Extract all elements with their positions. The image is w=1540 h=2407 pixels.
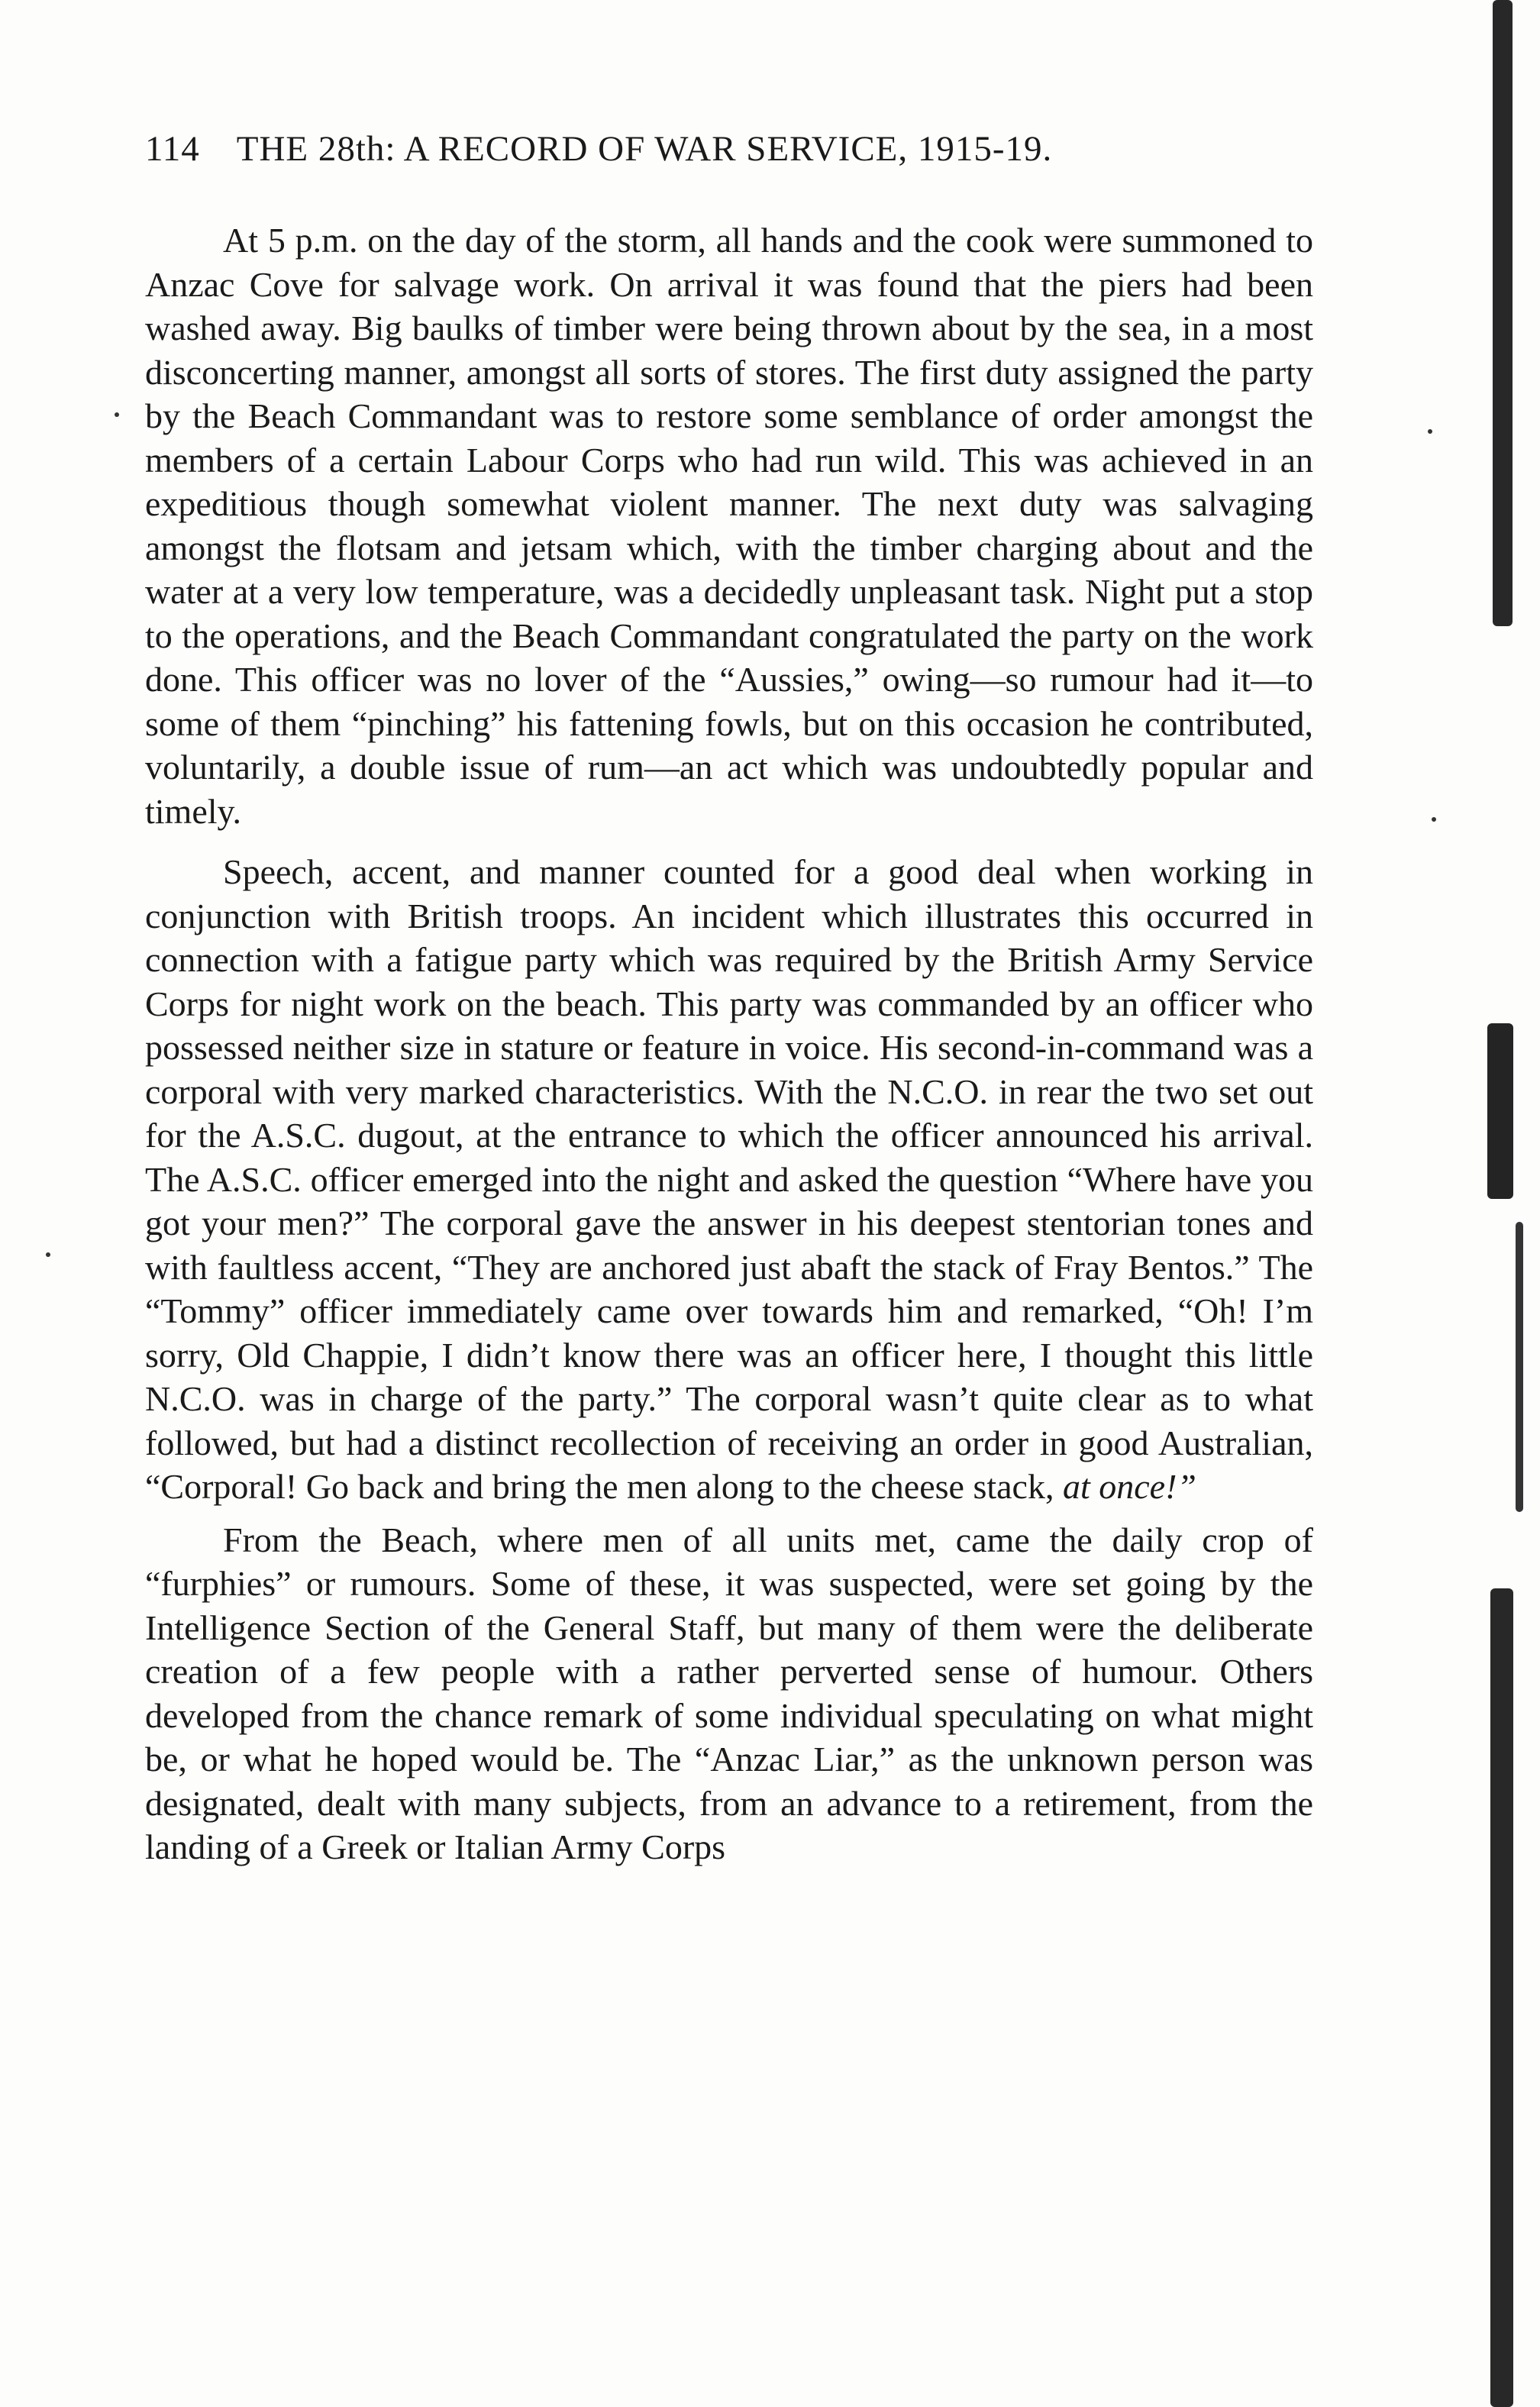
paragraph-storm-salvage: At 5 p.m. on the day of the storm, all hands and the cook were summoned to Anzac Cove for salvage work. On arrival it was found that the piers had been washed away. Big baulks of timber were being thrown about by the sea, in a most disconcerting manner, amongst all sorts of stores. The first duty assigned the party by the Beach Commandant was to restore some semblance of order amongst the members of a certain Labour Corps who had run wild. This was achieved in an expeditious though somewhat violent manner. The next duty was salvaging amongst the flotsam and jetsam which, with the timber charging about and the water at a very low temperature, was a decidedly unpleasant task. Night put a stop to the operations, and the Beach Commandant congratulated the party on the work done. This officer was no lover of the “Aussies,” owing—so rumour had it—to some of them “pinching” his fattening fowls, but on this occasion he contributed, voluntarily, a double issue of rum—an act which was undoubtedly popular and timely.: [145, 221, 1313, 831]
scan-speck: [1432, 817, 1436, 822]
running-head: [145, 122, 1313, 176]
scan-edge-mark: [1487, 1023, 1513, 1199]
scan-speck: [1428, 429, 1432, 434]
paragraph-speech-accent-text: Speech, accent, and manner counted for a good deal when working in conjunction with British troops. An incident which illustrates this occurred in connection with a fatigue party which was required by the British Army Service Corps for night work on the beach. This party was commanded by an officer who possessed neither size in stature or feature in voice. His second-in-command was a corporal with very marked characteristics. With the N.C.O. in rear the two set out for the A.S.C. dugout, at the entrance to which the officer announced his arrival. The A.S.C. officer emerged into the night and asked the question “Where have you got your men?” The corporal gave the answer in his deepest stentorian tones and with faultless accent, “They are anchored just abaft the stack of Fray Bentos.” The “Tommy” officer immediately came over towards him and remarked, “Oh! I’m sorry, Old Chappie, I didn’t know there was an officer here, I thought this little N.C.O. was in charge of the party.” The corporal wasn’t quite clear as to what followed, but had a distinct recollection of receiving an order in good Australian, “Corporal! Go back and bring the men along to the cheese stack,: [145, 852, 1313, 1506]
scan-edge-mark: [1490, 1588, 1513, 2407]
paragraph-furphies: From the Beach, where men of all units met, came the daily crop of “furphies” or rumours. Some of these, it was suspected, were set going by the Intelligence Section of the General Staff, but many of them were the deliberate creation of a few people with a rather perverted sense of humour. Others developed from the chance remark of some individual speculating on what might be, or what he hoped would be. The “Anzac Liar,” as the unknown person was designated, dealt with many subjects, from an advance to a retirement, from the landing of a Greek or Italian Army Corps: [145, 1520, 1313, 1866]
running-title: THE 28th: A RECORD OF WAR SERVICE, 1915-19.: [236, 129, 1053, 169]
scan-speck: [115, 412, 119, 417]
scan-edge-mark: [1493, 0, 1513, 626]
body-text: [145, 218, 1313, 1886]
paragraph-speech-accent-italic: at once!”: [1062, 1467, 1196, 1506]
paragraph-speech-accent: [145, 850, 1313, 1509]
scan-speck: [46, 1252, 50, 1257]
scan-edge-mark: [1516, 1222, 1523, 1512]
page-number: 114: [145, 129, 200, 169]
